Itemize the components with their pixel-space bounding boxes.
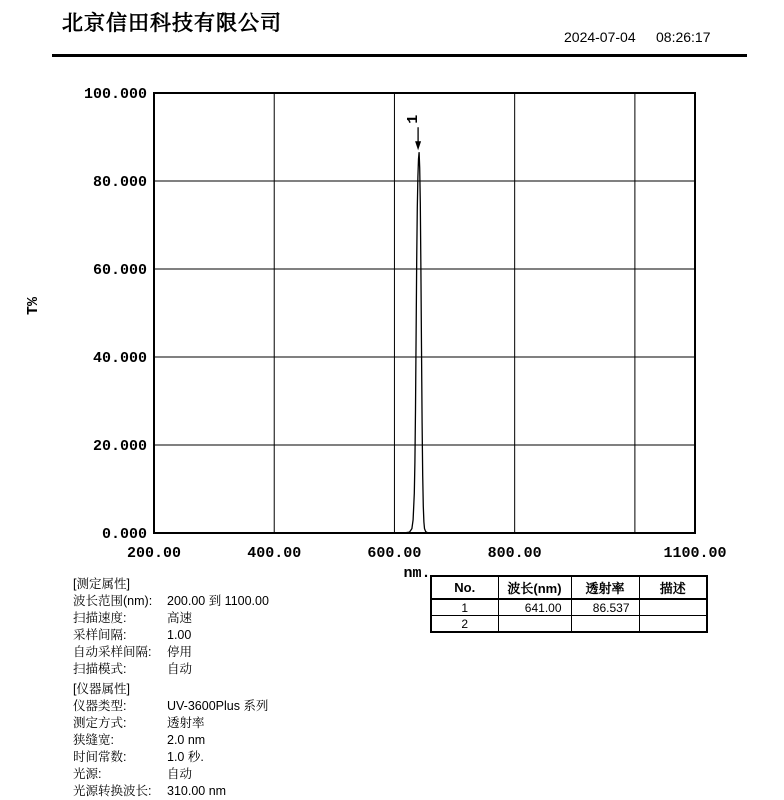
spectrum-curve xyxy=(154,152,695,533)
property-value: 高速 xyxy=(167,611,193,625)
results-header-cell: 透射率 xyxy=(571,576,639,599)
y-tick-label: 100.000 xyxy=(83,86,147,103)
results-header-row xyxy=(431,576,707,599)
property-value: 自动 xyxy=(167,662,193,676)
property-label: 光源转换波长: xyxy=(73,784,152,798)
company-name: 北京信田科技有限公司 xyxy=(62,10,282,35)
y-tick-label: 40.000 xyxy=(92,350,147,367)
instrument-properties-block xyxy=(73,681,268,800)
peak-number-label: 1 xyxy=(405,114,423,124)
peak-arrowhead xyxy=(415,141,421,150)
x-tick-label: 1100.00 xyxy=(663,545,727,562)
property-row xyxy=(73,661,269,678)
properties-section-title: [测定属性] xyxy=(73,577,130,591)
property-value: 200.00 到 1100.00 xyxy=(167,594,269,608)
property-row xyxy=(73,783,268,800)
y-tick-label: 20.000 xyxy=(92,438,147,455)
property-value: 1.00 xyxy=(167,628,192,642)
results-table-body xyxy=(431,599,707,632)
results-cell: 641.00 xyxy=(498,599,571,616)
results-header-cell: 描述 xyxy=(639,576,707,599)
results-cell: 1 xyxy=(431,599,498,616)
property-label: 采样间隔: xyxy=(73,628,127,642)
property-row xyxy=(73,698,268,715)
property-row xyxy=(73,766,268,783)
report-time: 08:26:17 xyxy=(656,29,711,45)
report-date: 2024-07-04 xyxy=(564,29,636,45)
plot-border xyxy=(154,93,695,533)
property-row xyxy=(73,627,269,644)
property-value: 停用 xyxy=(167,645,193,659)
y-tick-label: 80.000 xyxy=(92,174,147,191)
x-tick-label: 400.00 xyxy=(247,545,302,562)
property-label: 测定方式: xyxy=(73,716,127,730)
peak-results-table xyxy=(430,575,708,633)
property-value: UV-3600Plus 系列 xyxy=(167,699,269,713)
x-tick-label: 800.00 xyxy=(487,545,542,562)
property-label: 仪器类型: xyxy=(73,699,127,713)
properties-section-title: [仪器属性] xyxy=(73,682,130,696)
property-label: 波长范围(nm): xyxy=(73,594,153,608)
results-cell: 2 xyxy=(431,616,498,633)
property-value: 1.0 秒. xyxy=(167,750,204,764)
property-row xyxy=(73,715,268,732)
measurement-properties-block xyxy=(73,576,269,678)
results-row xyxy=(431,599,707,616)
property-value: 2.0 nm xyxy=(167,733,206,747)
y-tick-label: 60.000 xyxy=(92,262,147,279)
property-label: 扫描速度: xyxy=(73,611,127,625)
results-cell xyxy=(639,599,707,616)
property-value: 自动 xyxy=(167,767,193,781)
property-label: 自动采样间隔: xyxy=(73,645,152,659)
property-value: 透射率 xyxy=(167,716,205,730)
x-tick-label: 200.00 xyxy=(126,545,182,562)
property-label: 扫描模式: xyxy=(73,662,127,676)
property-label: 时间常数: xyxy=(73,750,127,764)
property-row xyxy=(73,610,269,627)
property-value: 310.00 nm xyxy=(167,784,227,798)
property-row xyxy=(73,593,269,610)
property-row xyxy=(73,644,269,661)
property-label: 狭缝宽: xyxy=(73,733,114,747)
property-row xyxy=(73,749,268,766)
property-label: 光源: xyxy=(73,767,102,781)
results-cell xyxy=(571,616,639,633)
results-header-cell: 波长(nm) xyxy=(498,576,571,599)
x-axis-unit-label: nm. xyxy=(403,565,431,582)
results-cell xyxy=(639,616,707,633)
results-table-head xyxy=(431,576,707,599)
x-tick-label: 600.00 xyxy=(367,545,422,562)
y-axis-label: T% xyxy=(25,296,42,316)
results-cell xyxy=(498,616,571,633)
results-cell: 86.537 xyxy=(571,599,639,616)
results-row xyxy=(431,616,707,633)
property-row xyxy=(73,732,268,749)
header-rule xyxy=(52,54,747,57)
y-tick-label: 0.000 xyxy=(101,526,147,543)
results-header-cell: No. xyxy=(431,576,498,599)
